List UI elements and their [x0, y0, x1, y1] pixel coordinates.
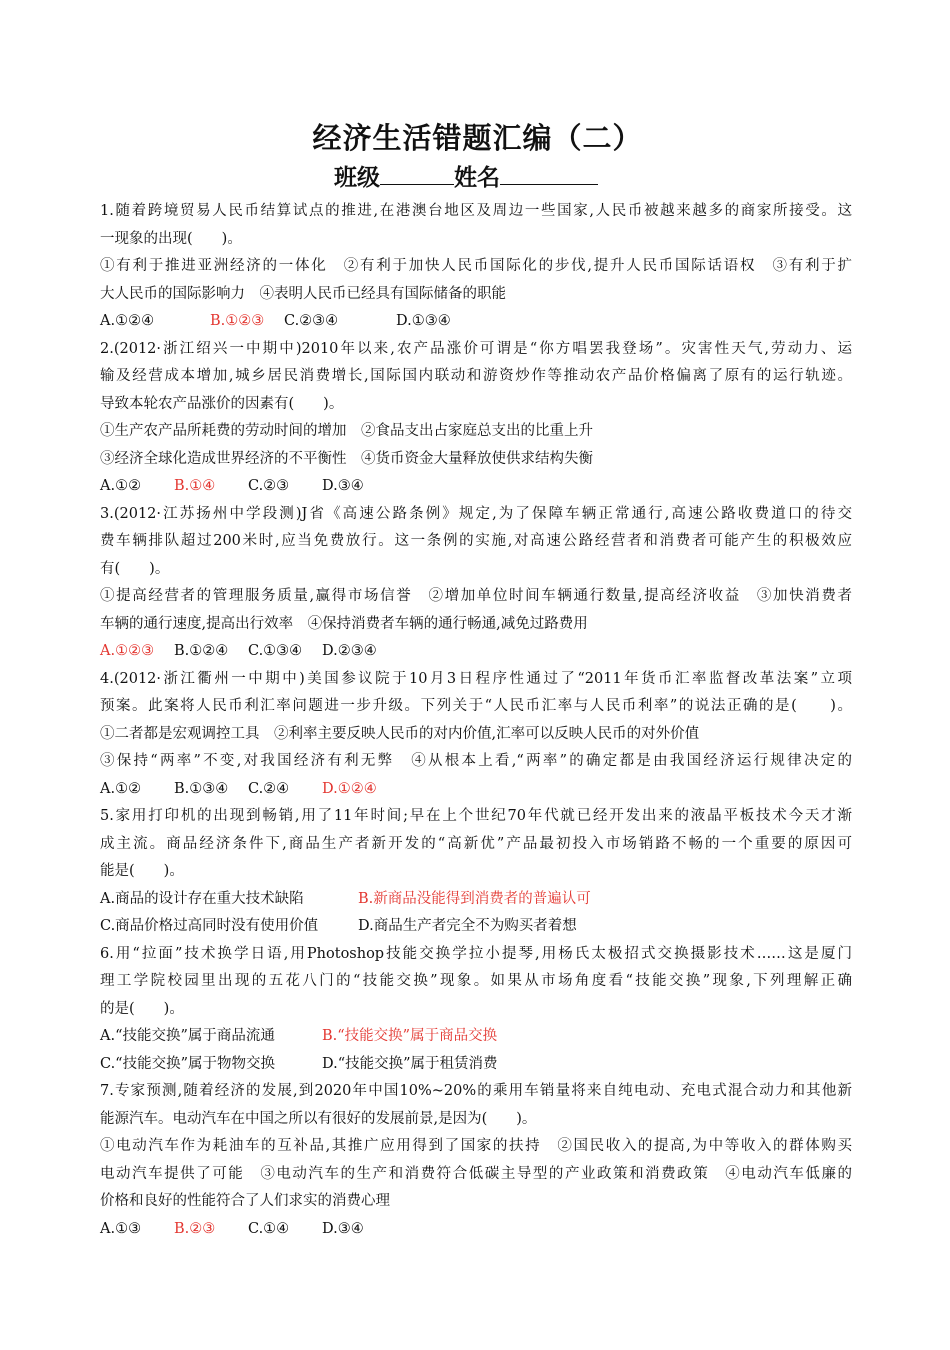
option-b-answer: B.①②③: [210, 313, 265, 329]
question-line: 导致本轮农产品涨价的因素有( )。: [100, 395, 344, 412]
option-a: A.①②④: [100, 313, 155, 329]
option-d: D.“技能交换”属于租赁消费: [322, 1055, 498, 1072]
options-row: [100, 886, 852, 914]
question-line: 有( )。: [100, 560, 170, 577]
options-row: [100, 1023, 852, 1051]
option-c: C.①③④: [248, 643, 303, 659]
document-title: 经济生活错题汇编（二）: [312, 121, 643, 155]
name-blank[interactable]: [500, 162, 598, 185]
question-line: ③保持“两率”不变,对我国经济有利无弊 ④从根本上看,“两率”的确定都是由我国经济运行规律决定的: [100, 753, 852, 769]
options-row: [100, 638, 852, 666]
question-4: [100, 666, 852, 804]
option-a-answer: A.①②③: [100, 643, 155, 659]
question-3: [100, 501, 852, 666]
question-line: 6.用“拉面”技术换学日语,用Photoshop技能交换学拉小提琴,用杨氏太极招式交换摄影技术……这是厦门: [100, 945, 852, 962]
option-b-answer: B.②③: [174, 1220, 216, 1237]
options-row: [100, 308, 852, 336]
question-line: 4.(2012·浙江衢州一中期中)美国参议院于10月3日程序性通过了“2011年货币汇率监督改革法案”立项: [100, 670, 852, 687]
class-label: 班级: [334, 165, 380, 191]
question-2: [100, 336, 852, 501]
option-d: D.③④: [322, 1220, 364, 1237]
question-line: 7.专家预测,随着经济的发展,到2020年中国10%~20%的乘用车销量将来自纯电动、充电式混合动力和其他新: [100, 1083, 852, 1099]
option-c: C.②③: [248, 478, 290, 494]
question-line: 2.(2012·浙江绍兴一中期中)2010年以来,农产品涨价可谓是“你方唱罢我登场”。灾害性天气,劳动力、运: [100, 340, 852, 357]
option-c: C.①④: [248, 1220, 290, 1237]
option-c: C.②③④: [284, 313, 339, 329]
question-line: 一现象的出现( )。: [100, 230, 242, 247]
question-line: ①有利于推进亚洲经济的一体化 ②有利于加快人民币国际化的步伐,提升人民币国际话语权 ③有利于扩: [100, 258, 852, 274]
question-line: 费车辆排队超过200米时,应当免费放行。这一条例的实施,对高速公路经营者和消费者可能产生的积极效应: [100, 533, 852, 549]
question-5: [100, 803, 852, 941]
question-line: 成主流。商品经济条件下,商品生产者新开发的“高新优”产品最初投入市场销路不畅的一个重要的原因可: [100, 835, 852, 852]
option-a: A.①②: [100, 478, 142, 494]
option-a: A.①③: [100, 1220, 142, 1237]
options-row: [100, 473, 852, 501]
question-line: 3.(2012·江苏扬州中学段测)J省《高速公路条例》规定,为了保障车辆正常通行,高速公路收费道口的待交: [100, 505, 852, 522]
option-a: A.①②: [100, 780, 142, 797]
options-row: [100, 1051, 852, 1079]
question-line: 能源汽车。电动汽车在中国之所以有很好的发展前景,是因为( )。: [100, 1110, 537, 1127]
question-line: 车辆的通行速度,提高出行效率 ④保持消费者车辆的通行畅通,减免过路费用: [100, 615, 588, 632]
question-line: ①二者都是宏观调控工具 ②利率主要反映人民币的对内价值,汇率可以反映人民币的对外价值: [100, 725, 700, 742]
question-line: ③经济全球化造成世界经济的不平衡性 ④货币资金大量释放使供求结构失衡: [100, 450, 593, 467]
question-line: 预案。此案将人民币利汇率问题进一步升级。下列关于“人民币汇率与人民币利率”的说法正确的是( )。: [100, 698, 852, 714]
option-c: C.②④: [248, 780, 290, 797]
option-a: A.商品的设计存在重大技术缺陷: [100, 890, 304, 907]
question-line: ①生产农产品所耗费的劳动时间的增加 ②食品支出占家庭总支出的比重上升: [100, 423, 593, 439]
question-7: [100, 1078, 852, 1243]
options-row: [100, 776, 852, 804]
option-d: D.③④: [322, 478, 364, 494]
question-line: ①提高经营者的管理服务质量,赢得市场信誉 ②增加单位时间车辆通行数量,提高经济收益 ③加快消费者: [100, 588, 852, 604]
option-b-answer: B.新商品没能得到消费者的普遍认可: [358, 890, 591, 907]
question-6: [100, 941, 852, 1079]
option-d-answer: D.①②④: [322, 780, 377, 797]
option-b: B.①②④: [174, 643, 229, 659]
option-c: C.商品价格过高同时没有使用价值: [100, 918, 319, 934]
question-line: 的是( )。: [100, 1000, 184, 1017]
option-b-answer: B.“技能交换”属于商品交换: [322, 1028, 498, 1044]
question-line: 能是( )。: [100, 863, 184, 879]
question-line: 5.家用打印机的出现到畅销,用了11年时间;早在上个世纪70年代就已经开发出来的液晶平板技术今天才渐: [100, 808, 852, 824]
option-a: A.“技能交换”属于商品流通: [100, 1028, 275, 1044]
option-c: C.“技能交换”属于物物交换: [100, 1055, 276, 1072]
question-line: 大人民币的国际影响力 ④表明人民币已经具有国际储备的职能: [100, 285, 506, 302]
question-line: 1.随着跨境贸易人民币结算试点的推进,在港澳台地区及周边一些国家,人民币被越来越多的商家所接受。这: [100, 203, 852, 219]
option-b-answer: B.①④: [174, 478, 216, 494]
option-d: D.②③④: [322, 643, 377, 659]
option-b: B.①③④: [174, 780, 229, 797]
options-row: [100, 1216, 852, 1244]
class-blank[interactable]: [380, 162, 454, 185]
question-line: ①电动汽车作为耗油车的互补品,其推广应用得到了国家的扶持 ②国民收入的提高,为中等收入的群体购买: [100, 1138, 852, 1154]
option-d: D.商品生产者完全不为购买者着想: [358, 918, 577, 934]
question-1: [100, 198, 852, 336]
question-line: 理工学院校园里出现的五花八门的“技能交换”现象。如果从市场角度看“技能交换”现象,下列理解正确: [100, 973, 852, 989]
document-page: [100, 118, 852, 1243]
question-line: 价格和良好的性能符合了人们求实的消费心理: [100, 1193, 390, 1209]
options-row: [100, 913, 852, 941]
name-label: 姓名: [454, 165, 500, 191]
question-line: 输及经营成本增加,城乡居民消费增长,国际国内联动和游资炒作等推动农产品价格偏离了原有的运行轨迹。: [100, 368, 852, 384]
name-class-header: [80, 160, 852, 196]
question-list: [100, 198, 852, 1243]
question-line: 电动汽车提供了可能 ③电动汽车的生产和消费符合低碳主导型的产业政策和消费政策 ④电动汽车低廉的: [100, 1165, 852, 1182]
option-d: D.①③④: [396, 313, 451, 329]
